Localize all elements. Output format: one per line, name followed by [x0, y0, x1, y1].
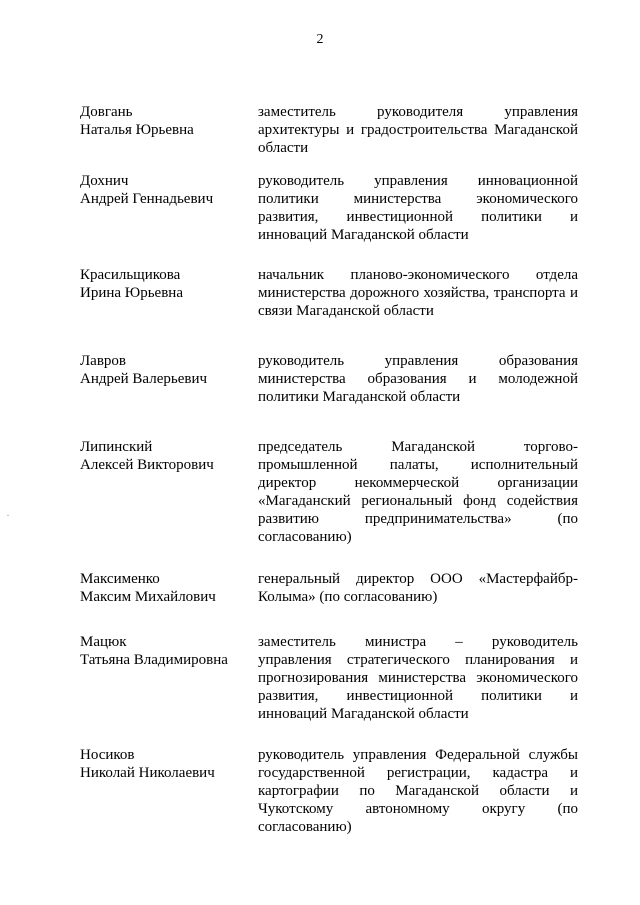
member-given-name: Андрей Геннадьевич [80, 191, 214, 207]
role-line: министерства дорожного хозяйства, транспорта и [258, 285, 578, 301]
role-line: развития, инвестиционной политики и [258, 688, 578, 704]
member-name [80, 266, 250, 302]
role-line: председатель Магаданской торгово- [258, 439, 578, 455]
role-line: промышленной палаты, исполнительный [258, 457, 578, 473]
role-line: согласованию) [258, 819, 352, 835]
member-name [80, 103, 250, 139]
role-line: заместитель руководителя управления [258, 104, 578, 120]
role-line: руководитель управления Федеральной службы [258, 747, 578, 763]
member-name [80, 172, 250, 208]
member-role [258, 172, 578, 244]
member-role [258, 266, 578, 320]
role-line: согласованию) [258, 529, 352, 545]
member-role [258, 633, 578, 723]
role-line: связи Магаданской области [258, 303, 434, 319]
member-role [258, 746, 578, 836]
page-number: 2 [316, 32, 324, 47]
member-surname: Красильщикова [80, 267, 181, 283]
role-line: инноваций Магаданской области [258, 227, 469, 243]
role-line: государственной регистрации, кадастра и [258, 765, 578, 781]
role-line: архитектуры и градостроительства Магаданской [258, 122, 578, 138]
role-line: политики Магаданской области [258, 389, 461, 405]
member-given-name: Татьяна Владимировна [80, 652, 228, 668]
member-surname: Лавров [80, 353, 126, 369]
role-line: руководитель управления инновационной [258, 173, 578, 189]
role-line: развитию предпринимательства» (по [258, 511, 578, 527]
member-surname: Довгань [80, 104, 133, 120]
member-given-name: Николай Николаевич [80, 765, 215, 781]
member-surname: Максименко [80, 571, 160, 587]
member-surname: Липинский [80, 439, 153, 455]
member-given-name: Наталья Юрьевна [80, 122, 194, 138]
member-role [258, 103, 578, 157]
role-line: директор некоммерческой организации [258, 475, 578, 491]
role-line: заместитель министра – руководитель [258, 634, 578, 650]
member-given-name: Максим Михайлович [80, 589, 216, 605]
role-line: министерства образования и молодежной [258, 371, 578, 387]
member-given-name: Ирина Юрьевна [80, 285, 183, 301]
member-name [80, 352, 250, 388]
role-line: «Магаданский региональный фонд содействия [258, 493, 578, 509]
role-line: картографии по Магаданской области и [258, 783, 578, 799]
role-line: прогнозирования министерства экономического [258, 670, 578, 686]
member-name [80, 570, 250, 606]
scan-margin-mark [7, 515, 9, 516]
role-line: управления стратегического планирования и [258, 652, 578, 668]
member-surname: Мацюк [80, 634, 127, 650]
member-name [80, 746, 250, 782]
role-line: инноваций Магаданской области [258, 706, 469, 722]
member-role [258, 438, 578, 546]
role-line: генеральный директор ООО «Мастерфайбр- [258, 571, 578, 587]
role-line: руководитель управления образования [258, 353, 578, 369]
member-name [80, 438, 250, 474]
role-line: политики министерства экономического [258, 191, 578, 207]
role-line: начальник планово-экономического отдела [258, 267, 578, 283]
role-line: Чукотскому автономному округу (по [258, 801, 578, 817]
member-name [80, 633, 250, 669]
member-surname: Носиков [80, 747, 135, 763]
member-role [258, 570, 578, 606]
role-line: Колыма» (по согласованию) [258, 589, 438, 605]
member-role [258, 352, 578, 406]
role-line: области [258, 140, 309, 156]
member-surname: Дохнич [80, 173, 129, 189]
role-line: развития, инвестиционной политики и [258, 209, 578, 225]
member-given-name: Андрей Валерьевич [80, 371, 208, 387]
member-given-name: Алексей Викторович [80, 457, 214, 473]
